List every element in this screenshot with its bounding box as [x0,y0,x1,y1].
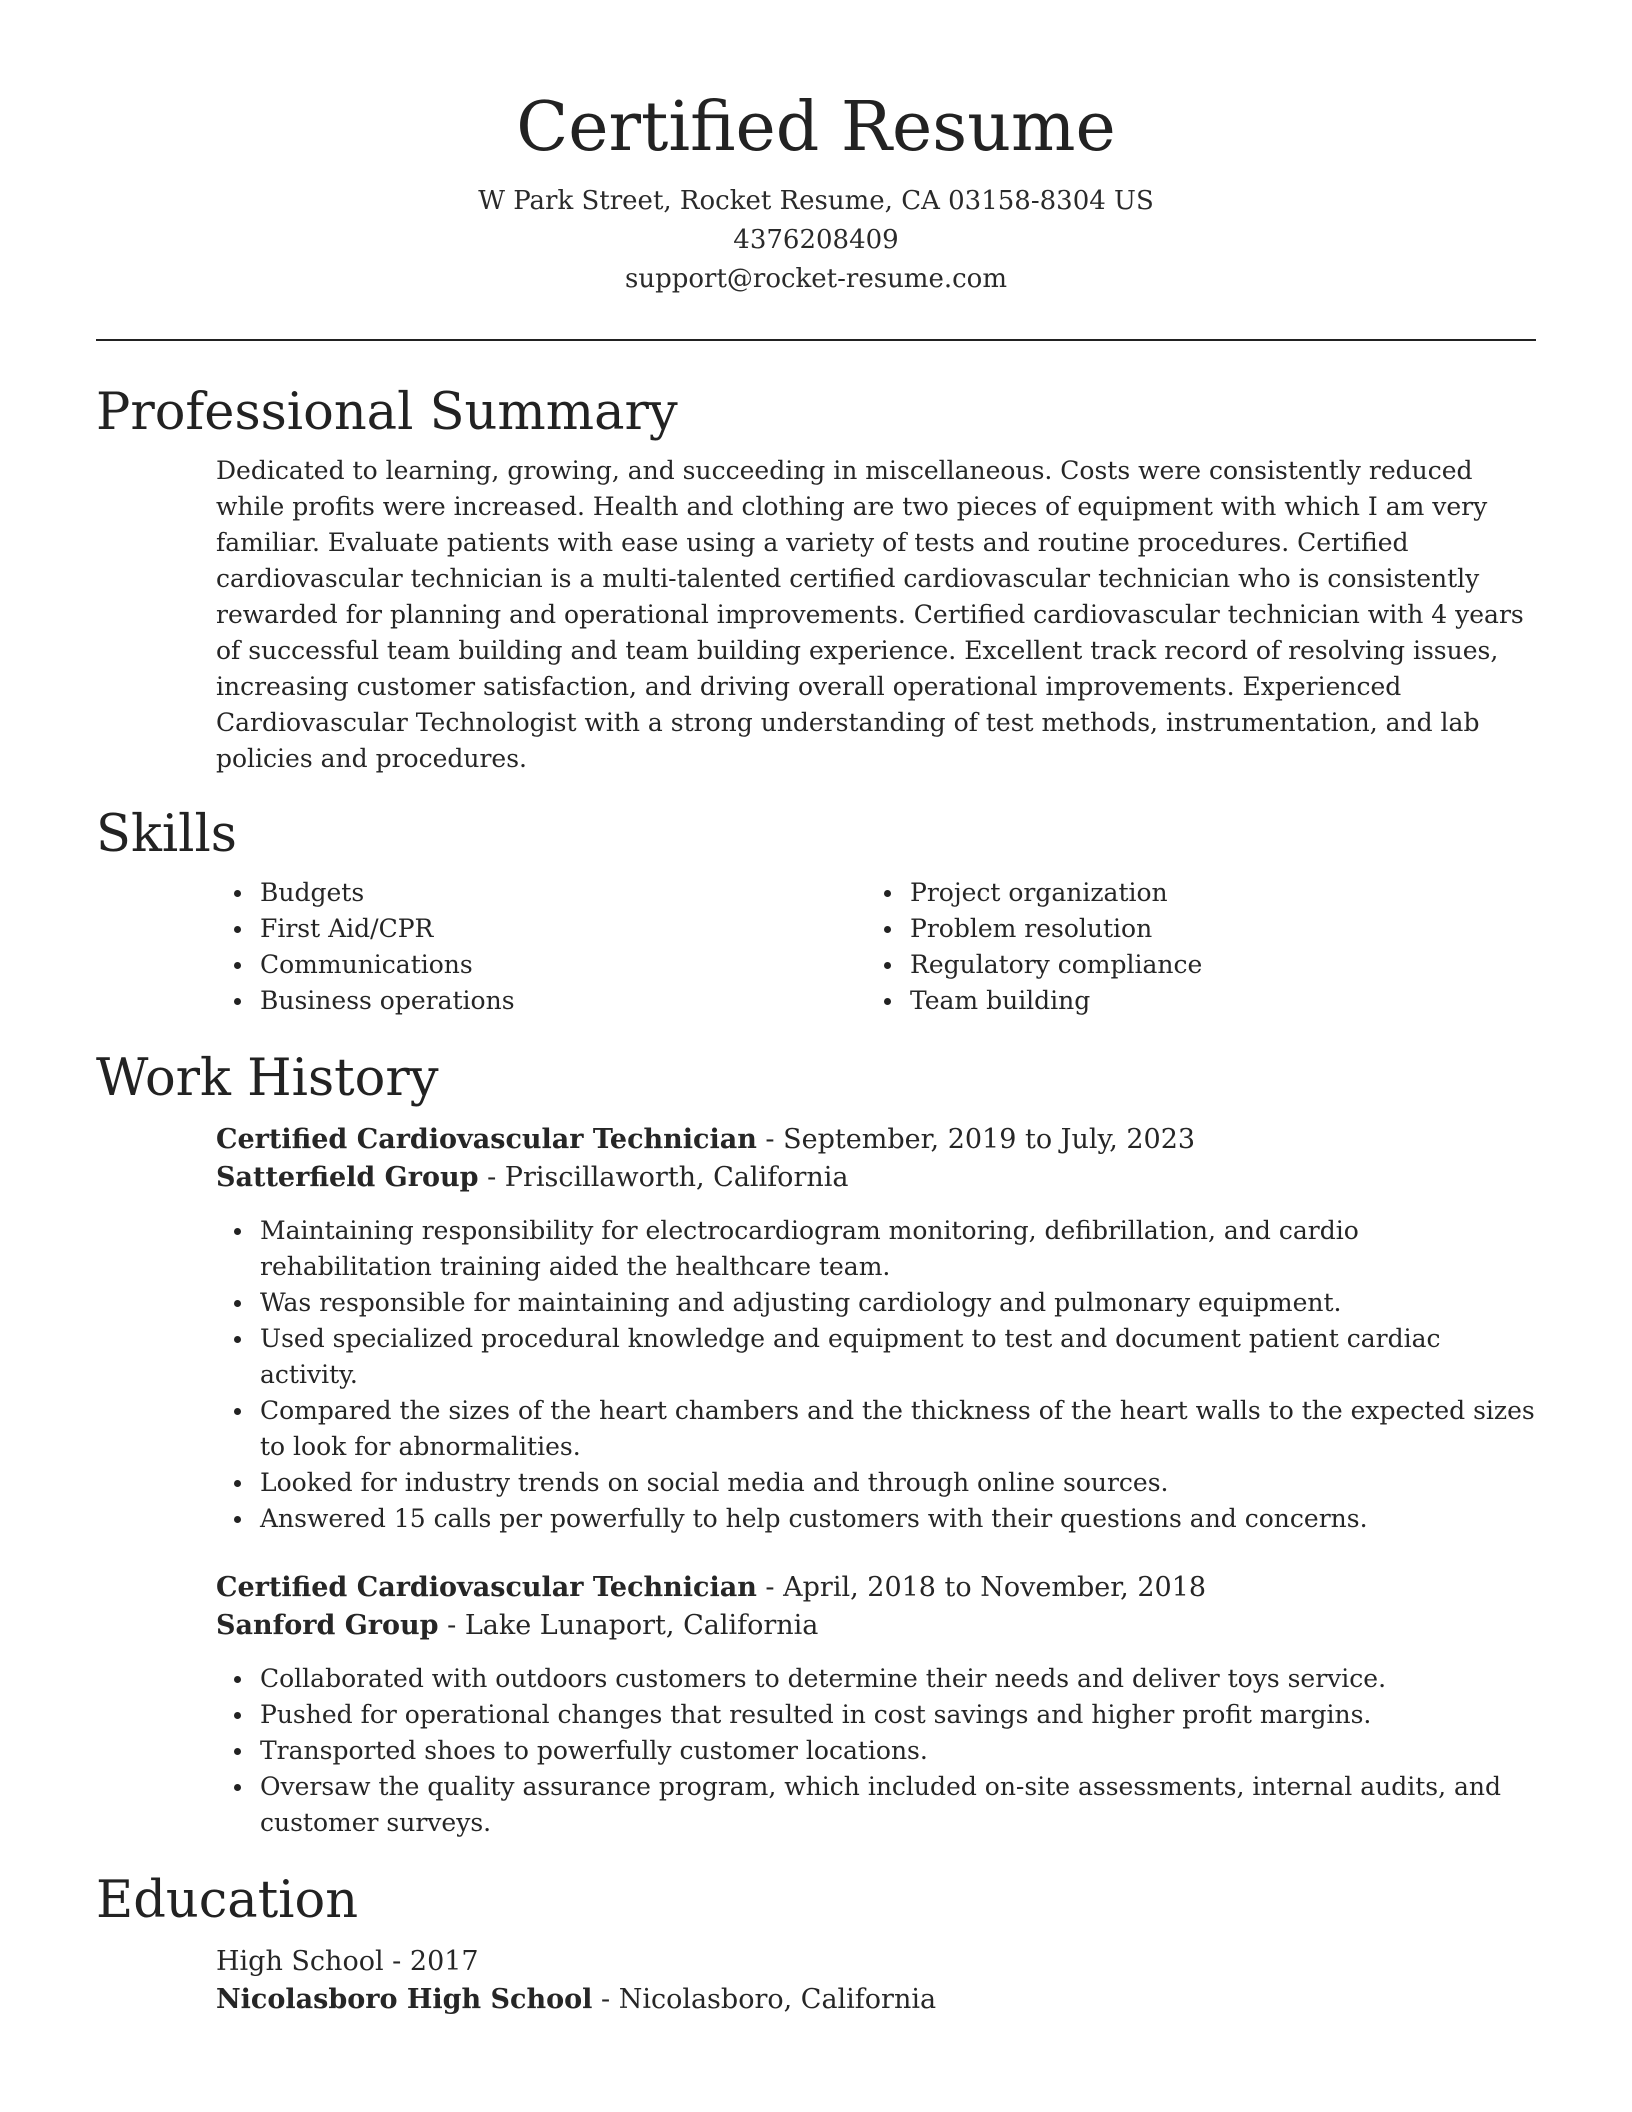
skills-list-right [866,875,1516,1019]
list-item: Budgets [260,875,866,911]
job-title-line: Certified Cardiovascular Technician - April, 2018 to November, 2018 [216,1572,1207,1603]
skills-section [96,801,1536,1019]
summary-section [96,379,1536,777]
list-item: Project organization [910,875,1516,911]
job-company-line: Satterfield Group - Priscillaworth, California [216,1162,849,1193]
job-company: Satterfield Group [216,1162,479,1193]
job-role: Certified Cardiovascular Technician [216,1572,757,1603]
list-item: Compared the sizes of the heart chambers and the thickness of the heart walls to the expected sizes to look for abnormalities. [260,1393,1536,1465]
summary-text: Dedicated to learning, growing, and succeeding in miscellaneous. Costs were consistently reduced while profits were increased. Health and clothing are two pieces of equipment with which I am very familiar. Evaluate patients with ease using a variety of tests and routine procedures. Certified cardiovascular technician is a multi-talented certified cardiovascular technician who is consistently rewarded for planning and operational improvements. Certified cardiovascular technician with 4 years of successful team building and team building experience. Excellent track record of resolving issues, increasing customer satisfaction, and driving overall operational improvements. Experienced Cardiovascular Technologist with a strong understanding of test methods, instrumentation, and lab policies and procedures. [216,456,1524,773]
education-school-line: Nicolasboro High School - Nicolasboro, California [216,1984,937,2015]
education-section [96,1867,1536,2019]
job-bullets [216,1661,1536,1841]
list-item: Was responsible for maintaining and adjusting cardiology and pulmonary equipment. [260,1285,1536,1321]
contact-address: W Park Street, Rocket Resume, CA 03158-8304 US [478,186,1154,216]
list-item: Used specialized procedural knowledge and equipment to test and document patient cardiac activity. [260,1321,1536,1393]
job-role: Certified Cardiovascular Technician [216,1124,757,1155]
list-item: First Aid/CPR [260,911,866,947]
resume-header [96,0,1536,299]
contact-email: support@rocket-resume.com [624,264,1007,294]
job-company: Sanford Group [216,1610,439,1641]
work-section [96,1045,1536,1841]
education-title: Education [96,1871,359,1930]
job-location: Lake Lunaport, California [464,1610,819,1641]
list-item: Business operations [260,983,866,1019]
header-divider [96,339,1536,341]
job-title-line: Certified Cardiovascular Technician - September, 2019 to July, 2023 [216,1124,1196,1155]
job-company-line: Sanford Group - Lake Lunaport, California [216,1610,819,1641]
job-dates: April, 2018 to November, 2018 [783,1572,1207,1603]
education-year: 2017 [409,1946,479,1977]
list-item: Pushed for operational changes that resulted in cost savings and higher profit margins. [260,1697,1536,1733]
education-school: Nicolasboro High School [216,1984,593,2015]
list-item: Regulatory compliance [910,947,1516,983]
education-degree-line: High School - 2017 [216,1946,479,1977]
resume-name: Certified Resume [516,88,1116,167]
contact-phone: 4376208409 [733,225,899,255]
resume-page [96,0,1536,2019]
job-location: Priscillaworth, California [504,1162,849,1193]
skills-title: Skills [96,805,237,864]
work-title: Work History [96,1049,439,1108]
list-item: Answered 15 calls per powerfully to help customers with their questions and concerns. [260,1501,1536,1537]
list-item: Collaborated with outdoors customers to determine their needs and deliver toys service. [260,1661,1536,1697]
list-item: Maintaining responsibility for electrocardiogram monitoring, defibrillation, and cardio rehabilitation training aided the healthcare team. [260,1213,1536,1285]
job-dates: September, 2019 to July, 2023 [783,1124,1196,1155]
education-location: Nicolasboro, California [618,1984,937,2015]
job-entry [216,1569,1536,1841]
skills-list-left [216,875,866,1019]
education-degree: High School [216,1946,384,1977]
list-item: Looked for industry trends on social media and through online sources. [260,1465,1536,1501]
list-item: Team building [910,983,1516,1019]
summary-title: Professional Summary [96,383,678,442]
job-entry [216,1121,1536,1537]
list-item: Transported shoes to powerfully customer locations. [260,1733,1536,1769]
job-bullets [216,1213,1536,1537]
list-item: Problem resolution [910,911,1516,947]
list-item: Oversaw the quality assurance program, which included on-site assessments, internal audits, and customer surveys. [260,1769,1536,1841]
list-item: Communications [260,947,866,983]
